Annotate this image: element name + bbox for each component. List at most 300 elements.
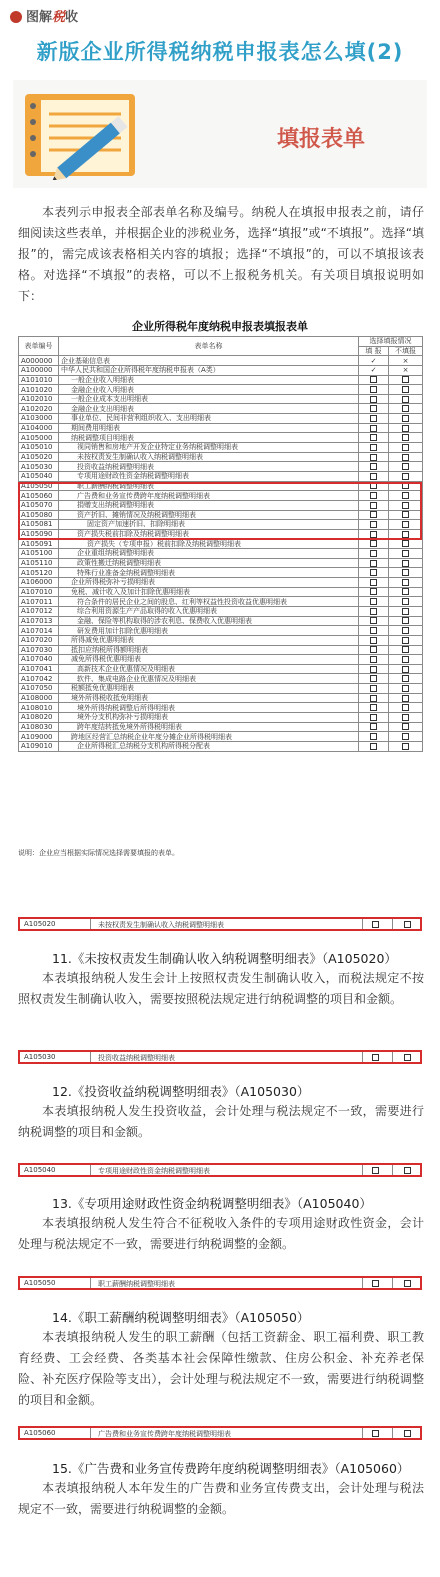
- table-row: [19, 635, 423, 645]
- checkbox-icon[interactable]: [402, 685, 409, 692]
- row-name: [59, 549, 359, 559]
- row-code: A105090: [19, 529, 59, 539]
- table-row: [19, 684, 423, 694]
- checkbox-icon[interactable]: [370, 473, 377, 480]
- row-fill: [359, 549, 389, 559]
- table-row: [19, 452, 423, 462]
- checkbox-icon[interactable]: [370, 646, 377, 653]
- checkbox-icon[interactable]: [370, 733, 377, 740]
- table-row: [19, 597, 423, 607]
- row-nofill: [389, 684, 423, 694]
- table-row: [19, 578, 423, 588]
- checkbox-icon[interactable]: [372, 1430, 379, 1437]
- row-fill: [359, 462, 389, 472]
- row-name-text: 特殊行业准备金纳税调整明细表: [77, 568, 175, 577]
- row-name-text: 政策性搬迁纳税调整明细表: [77, 559, 161, 568]
- row-name-text: 事业单位、民间非营利组织收入、支出明细表: [71, 414, 211, 423]
- row-nofill: [389, 385, 423, 395]
- checkbox-icon[interactable]: [370, 598, 377, 605]
- row-nofill: [389, 433, 423, 443]
- row-name-text: 未按权责发生制确认收入纳税调整明细表: [77, 453, 203, 461]
- strip-divider: [362, 1278, 363, 1288]
- checkbox-icon[interactable]: [402, 386, 409, 393]
- strip-divider: [392, 1165, 393, 1175]
- checkbox-icon[interactable]: [370, 637, 377, 644]
- row-fill: [359, 693, 389, 703]
- row-name: [59, 404, 359, 414]
- section-body: 本表填报纳税人发生符合不征税收入条件的专项用途财政性资金，会计处理与税法规定不一致，需要进行纳税调整的金额。: [18, 1216, 424, 1251]
- checkbox-icon[interactable]: [402, 656, 409, 663]
- checkbox-icon[interactable]: [370, 560, 377, 567]
- row-code: A108000: [19, 693, 59, 703]
- table-row: [19, 664, 423, 674]
- row-name-text: 抵扣应纳税所得额明细表: [71, 645, 148, 654]
- row-code: A109010: [19, 741, 59, 751]
- row-nofill: [389, 712, 423, 722]
- row-nofill: [389, 645, 423, 655]
- brand-accent: 税: [52, 10, 66, 25]
- row-fill: [359, 674, 389, 684]
- row-nofill: [389, 423, 423, 433]
- row-name-text: 资产损失（专项申报）税前扣除及纳税调整明细表: [87, 539, 241, 548]
- page-title: 新版企业所得税纳税申报表怎么填(2): [36, 40, 404, 64]
- checkbox-icon[interactable]: [402, 675, 409, 682]
- checkbox-icon[interactable]: [402, 444, 409, 451]
- strip-divider: [90, 1165, 91, 1175]
- checkbox-icon[interactable]: [402, 704, 409, 711]
- row-fill: [359, 471, 389, 481]
- section-strip: [18, 917, 422, 931]
- checkbox-icon[interactable]: [402, 588, 409, 595]
- brand-suffix: 收: [65, 10, 79, 25]
- row-name: [59, 587, 359, 597]
- table-row: [19, 606, 423, 616]
- checkbox-icon[interactable]: [370, 714, 377, 721]
- row-nofill: [389, 664, 423, 674]
- row-code: A000000: [19, 356, 59, 366]
- checkbox-icon[interactable]: [402, 550, 409, 557]
- checkbox-icon[interactable]: [370, 405, 377, 412]
- row-nofill-mark: ×: [389, 356, 423, 366]
- row-code: A107040: [19, 655, 59, 665]
- strip-divider: [392, 1278, 393, 1288]
- row-fill: [359, 404, 389, 414]
- row-nofill: [389, 635, 423, 645]
- row-nofill-mark: ×: [389, 365, 423, 375]
- checkbox-icon[interactable]: [402, 579, 409, 586]
- row-fill: [359, 722, 389, 732]
- row-name-text: 跨年度结转抵免境外所得税明细表: [77, 722, 182, 731]
- row-code: A102020: [19, 404, 59, 414]
- strip-code: A105020: [24, 920, 56, 928]
- table-row: [19, 404, 423, 414]
- row-nofill: [389, 414, 423, 424]
- checkbox-icon[interactable]: [372, 1280, 379, 1287]
- row-nofill: [389, 404, 423, 414]
- table-row: [19, 645, 423, 655]
- row-name-text: 软件、集成电路企业优惠情况及明细表: [77, 674, 196, 683]
- row-nofill: [389, 616, 423, 626]
- checkbox-icon[interactable]: [402, 473, 409, 480]
- row-code: A107010: [19, 587, 59, 597]
- section-body: 本表填报纳税人发生会计上按照权责发生制确认收入，而税法规定不按照权责发生制确认收入，需要按照税法规定进行纳税调整的项目和金额。: [18, 971, 424, 1006]
- checkbox-icon[interactable]: [370, 675, 377, 682]
- row-code: A105050: [19, 481, 59, 491]
- checkbox-icon[interactable]: [370, 425, 377, 432]
- row-code: A106000: [19, 578, 59, 588]
- strip-code: A105030: [24, 1053, 56, 1061]
- row-nofill: [389, 558, 423, 568]
- checkbox-icon[interactable]: [402, 733, 409, 740]
- checkbox-icon[interactable]: [370, 550, 377, 557]
- row-name-text: 企业重组纳税调整明细表: [77, 549, 154, 558]
- row-name: [59, 433, 359, 443]
- checkbox-icon[interactable]: [402, 695, 409, 702]
- row-name-text: 固定资产加速折旧、扣除明细表: [87, 520, 185, 529]
- checkbox-icon[interactable]: [402, 569, 409, 576]
- strip-divider: [392, 919, 393, 929]
- checkbox-icon[interactable]: [402, 405, 409, 412]
- highlight-box: [18, 482, 422, 540]
- row-name: [59, 443, 359, 453]
- checkbox-icon[interactable]: [370, 454, 377, 461]
- row-name-text: 减免所得税优惠明细表: [71, 655, 141, 664]
- row-nofill: [389, 655, 423, 665]
- row-nofill: [389, 443, 423, 453]
- row-name-text: 企业所得税汇总纳税分支机构所得税分配表: [77, 742, 210, 751]
- row-name-text: 一般企业收入明细表: [71, 375, 134, 384]
- row-name: [59, 375, 359, 385]
- row-name: [59, 414, 359, 424]
- table-row: [19, 414, 423, 424]
- strip-divider: [90, 919, 91, 929]
- strip-divider: [90, 1428, 91, 1438]
- header-choice: 选择填报情况: [359, 337, 423, 347]
- row-name: [59, 568, 359, 578]
- table-row: [19, 693, 423, 703]
- row-nofill: [389, 741, 423, 751]
- row-code: A102010: [19, 394, 59, 404]
- checkbox-icon[interactable]: [402, 434, 409, 441]
- checkbox-icon[interactable]: [372, 921, 379, 928]
- checkbox-icon[interactable]: [402, 743, 409, 750]
- row-code: A105081: [19, 520, 59, 530]
- row-code: A105010: [19, 443, 59, 453]
- row-name-text: 境外所得纳税调整后所得明细表: [77, 703, 175, 712]
- intro-paragraph: 本表列示申报表全部表单名称及编号。纳税人在填报申报表之前，请仔细阅读这些表单，并根据企业的涉税业务，选择“填报”或“不填报”。选择“填报”的，需完成该表格相关内容的填报；选择“不填报”的，可以不填报该表格。对选择“不填报”的表格，可以不上报税务机关。有关项目填报说明如下：: [18, 205, 424, 303]
- strip-divider: [362, 919, 363, 929]
- checkbox-icon[interactable]: [370, 627, 377, 634]
- row-code: A105040: [19, 471, 59, 481]
- checkbox-icon[interactable]: [370, 376, 377, 383]
- row-code: A105080: [19, 510, 59, 520]
- table-row: [19, 558, 423, 568]
- row-name-text: 广告费和业务宣传费跨年度纳税调整明细表: [77, 491, 210, 500]
- row-nofill: [389, 732, 423, 742]
- checkbox-icon[interactable]: [402, 376, 409, 383]
- checkbox-icon[interactable]: [402, 454, 409, 461]
- checkbox-icon[interactable]: [402, 415, 409, 422]
- row-nofill: [389, 375, 423, 385]
- checkbox-icon[interactable]: [370, 463, 377, 470]
- row-name: [59, 558, 359, 568]
- checkbox-icon[interactable]: [402, 666, 409, 673]
- checkbox-icon[interactable]: [370, 444, 377, 451]
- section-body: 本表填报纳税人发生投资收益，会计处理与税法规定不一致，需要进行纳税调整的项目和金额。: [18, 1104, 424, 1139]
- row-name-text: 跨地区经营汇总纳税企业年度分摊企业所得税明细表: [71, 732, 232, 741]
- row-name: [59, 635, 359, 645]
- row-name: [59, 732, 359, 742]
- row-name-text: 捐赠支出纳税调整明细表: [77, 501, 154, 510]
- row-name: [59, 597, 359, 607]
- row-fill: [359, 568, 389, 578]
- row-code: A105110: [19, 558, 59, 568]
- checkbox-icon[interactable]: [370, 723, 377, 730]
- section-title: 11.《未按权责发生制确认收入纳税调整明细表》（A105020）: [52, 951, 397, 966]
- row-name: [59, 356, 359, 366]
- checkbox-icon[interactable]: [370, 540, 377, 547]
- row-name-text: 专项用途财政性资金纳税调整明细表: [77, 472, 189, 481]
- checkbox-icon[interactable]: [402, 463, 409, 470]
- table-row: [19, 423, 423, 433]
- row-fill: [359, 664, 389, 674]
- checkbox-icon[interactable]: [402, 560, 409, 567]
- section-title: 14.《职工薪酬纳税调整明细表》（A105050）: [52, 1310, 310, 1325]
- row-nofill: [389, 626, 423, 636]
- row-name: [59, 626, 359, 636]
- row-nofill: [389, 722, 423, 732]
- strip-divider: [362, 1428, 363, 1438]
- strip-divider: [90, 1052, 91, 1062]
- row-code: A105120: [19, 568, 59, 578]
- checkbox-icon[interactable]: [404, 921, 411, 928]
- strip-divider: [90, 1278, 91, 1288]
- row-name: [59, 471, 359, 481]
- row-code: A103000: [19, 414, 59, 424]
- checkbox-icon[interactable]: [370, 666, 377, 673]
- row-fill: [359, 606, 389, 616]
- row-name: [59, 703, 359, 713]
- strip-code: A105060: [24, 1429, 56, 1437]
- strip-divider: [362, 1165, 363, 1175]
- table-row: [19, 587, 423, 597]
- row-fill: [359, 732, 389, 742]
- row-code: A105100: [19, 549, 59, 559]
- banner: [13, 80, 427, 188]
- row-fill: [359, 452, 389, 462]
- row-code: A105091: [19, 539, 59, 549]
- checkbox-icon[interactable]: [402, 723, 409, 730]
- row-nofill: [389, 674, 423, 684]
- checkbox-icon[interactable]: [402, 637, 409, 644]
- checkbox-icon[interactable]: [370, 617, 377, 624]
- checkbox-icon[interactable]: [370, 608, 377, 615]
- section-title: 13.《专项用途财政性资金纳税调整明细表》（A105040）: [52, 1196, 372, 1211]
- checkbox-icon[interactable]: [404, 1430, 411, 1437]
- section-body: 本表填报纳税人本年发生的广告费和业务宣传费支出，会计处理与税法规定不一致，需要进行纳税调整的金额。: [18, 1481, 424, 1516]
- checkbox-icon[interactable]: [370, 588, 377, 595]
- row-code: A107014: [19, 626, 59, 636]
- row-code: A108010: [19, 703, 59, 713]
- row-name: [59, 423, 359, 433]
- header-nofill: 不填报: [389, 346, 423, 356]
- row-name: [59, 674, 359, 684]
- row-code: A107011: [19, 597, 59, 607]
- row-nofill: [389, 549, 423, 559]
- header-code: 表单编号: [19, 337, 59, 356]
- brand-prefix: 图解: [26, 10, 53, 25]
- checkbox-icon[interactable]: [370, 386, 377, 393]
- row-fill: [359, 375, 389, 385]
- row-name: [59, 722, 359, 732]
- checkbox-icon[interactable]: [370, 569, 377, 576]
- strip-name: 专项用途财政性资金纳税调整明细表: [98, 1167, 210, 1175]
- checkbox-icon[interactable]: [404, 1280, 411, 1287]
- row-fill: [359, 597, 389, 607]
- strip-name: 广告费和业务宣传费跨年度纳税调整明细表: [98, 1430, 231, 1438]
- header-fill: 填 报: [359, 346, 389, 356]
- table-row: [19, 356, 423, 366]
- top-bar: [0, 0, 440, 28]
- row-code: A107041: [19, 664, 59, 674]
- row-code: A107012: [19, 606, 59, 616]
- row-code: A101010: [19, 375, 59, 385]
- row-name-text: 税额抵免优惠明细表: [71, 684, 134, 693]
- row-name-text: 研发费用加计扣除优惠明细表: [77, 626, 168, 635]
- strip-name: 职工薪酬纳税调整明细表: [98, 1280, 175, 1288]
- form-table: [18, 336, 423, 752]
- row-code: A109000: [19, 732, 59, 742]
- row-fill: [359, 635, 389, 645]
- checkbox-icon[interactable]: [402, 608, 409, 615]
- row-code: A105070: [19, 500, 59, 510]
- checkbox-icon[interactable]: [370, 434, 377, 441]
- row-nofill: [389, 539, 423, 549]
- strip-divider: [362, 1052, 363, 1062]
- table-row: [19, 703, 423, 713]
- row-name-text: 企业基础信息表: [61, 356, 110, 365]
- checkbox-icon[interactable]: [370, 685, 377, 692]
- table-row: [19, 549, 423, 559]
- checkbox-icon[interactable]: [402, 646, 409, 653]
- checkbox-icon[interactable]: [370, 743, 377, 750]
- row-nofill: [389, 452, 423, 462]
- checkbox-icon[interactable]: [372, 1054, 379, 1061]
- table-row: [19, 394, 423, 404]
- table-row: [19, 568, 423, 578]
- checkbox-icon[interactable]: [404, 1054, 411, 1061]
- checkbox-icon[interactable]: [370, 656, 377, 663]
- row-name-text: 投资收益纳税调整明细表: [77, 462, 154, 471]
- row-fill: [359, 684, 389, 694]
- row-name: [59, 712, 359, 722]
- checkbox-icon[interactable]: [370, 415, 377, 422]
- row-code: A108020: [19, 712, 59, 722]
- row-fill: [359, 616, 389, 626]
- row-name: [59, 539, 359, 549]
- row-fill: [359, 626, 389, 636]
- table-row: [19, 443, 423, 453]
- checkbox-icon[interactable]: [402, 617, 409, 624]
- section-strip: [18, 1050, 422, 1064]
- row-nofill: [389, 606, 423, 616]
- section-title: 15.《广告费和业务宣传费跨年度纳税调整明细表》（A105060）: [52, 1461, 410, 1476]
- row-code: A105060: [19, 491, 59, 501]
- checkbox-icon[interactable]: [402, 714, 409, 721]
- table-row: [19, 722, 423, 732]
- row-nofill: [389, 703, 423, 713]
- row-name: [59, 606, 359, 616]
- table-row: [19, 655, 423, 665]
- checkbox-icon[interactable]: [402, 540, 409, 547]
- row-name: [59, 462, 359, 472]
- row-name-text: 综合利用资源生产产品取得的收入优惠明细表: [77, 607, 217, 616]
- row-fill: [359, 655, 389, 665]
- row-fill: [359, 539, 389, 549]
- row-name: [59, 741, 359, 751]
- row-fill: [359, 712, 389, 722]
- row-name-text: 职工薪酬纳税调整明细表: [77, 481, 154, 490]
- checkbox-icon[interactable]: [402, 425, 409, 432]
- checkbox-icon[interactable]: [370, 695, 377, 702]
- row-code: A105020: [19, 452, 59, 462]
- row-name-text: 金融、保险等机构取得的涉农利息、保费收入优惠明细表: [77, 616, 252, 625]
- row-name-text: 纳税调整项目明细表: [71, 433, 134, 442]
- row-name: [59, 655, 359, 665]
- row-fill-mark: ✓: [359, 356, 389, 366]
- table-row: [19, 462, 423, 472]
- row-name-text: 高新技术企业优惠情况及明细表: [77, 665, 175, 674]
- row-fill: [359, 587, 389, 597]
- form-note: 说明：企业应当根据实际情况选择需要填报的表单。: [18, 849, 179, 857]
- strip-code: A105050: [24, 1279, 56, 1287]
- checkbox-icon[interactable]: [404, 1167, 411, 1174]
- row-code: A108030: [19, 722, 59, 732]
- row-code: A105030: [19, 462, 59, 472]
- table-row: [19, 385, 423, 395]
- checkbox-icon[interactable]: [372, 1167, 379, 1174]
- row-fill: [359, 433, 389, 443]
- strip-divider: [392, 1052, 393, 1062]
- row-name-text: 视同销售和房地产开发企业特定业务纳税调整明细表: [77, 443, 238, 452]
- row-fill: [359, 645, 389, 655]
- row-fill-mark: ✓: [359, 365, 389, 375]
- row-name-text: 符合条件的居民企业之间的股息、红利等权益性投资收益优惠明细表: [77, 597, 287, 606]
- checkbox-icon[interactable]: [402, 396, 409, 403]
- row-code: A104000: [19, 423, 59, 433]
- row-code: A100000: [19, 365, 59, 375]
- checkbox-icon[interactable]: [402, 627, 409, 634]
- row-nofill: [389, 587, 423, 597]
- table-row: [19, 712, 423, 722]
- row-fill: [359, 423, 389, 433]
- checkbox-icon[interactable]: [370, 396, 377, 403]
- brand: [10, 6, 78, 25]
- table-row: [19, 674, 423, 684]
- row-code: A107020: [19, 635, 59, 645]
- checkbox-icon[interactable]: [370, 579, 377, 586]
- row-name-text: 境外分支机构弥补亏损明细表: [77, 713, 168, 722]
- strip-name: 未按权责发生制确认收入纳税调整明细表: [98, 921, 224, 929]
- row-name-text: 资产折旧、摊销情况及纳税调整明细表: [77, 510, 196, 519]
- checkbox-icon[interactable]: [370, 704, 377, 711]
- row-name-text: 免税、减计收入及加计扣除优惠明细表: [71, 587, 190, 596]
- checkbox-icon[interactable]: [402, 598, 409, 605]
- row-name-text: 企业所得税弥补亏损明细表: [71, 578, 155, 587]
- row-fill: [359, 741, 389, 751]
- table-row: [19, 616, 423, 626]
- row-fill: [359, 414, 389, 424]
